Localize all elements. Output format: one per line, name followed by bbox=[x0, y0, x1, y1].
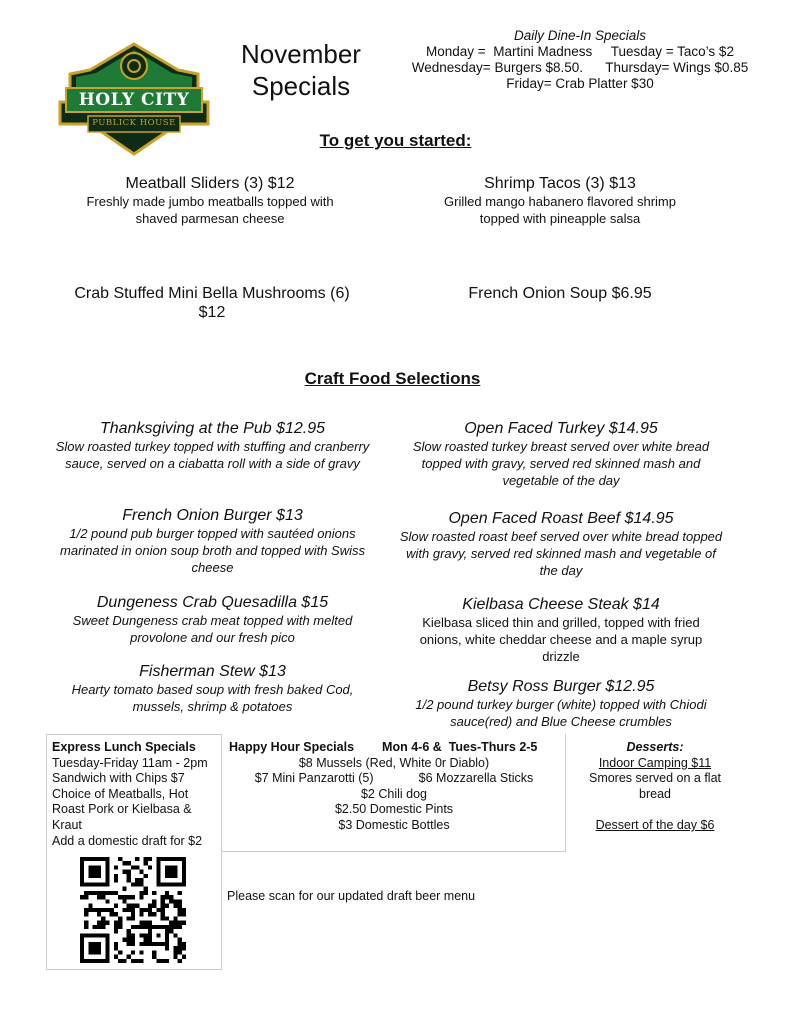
express-line: Roast Pork or Kielbasa & bbox=[52, 802, 192, 817]
dish-desc: 1/2 pound pub burger topped with sautéed onions marinated in onion soup broth and topped with Swiss cheese bbox=[60, 526, 365, 575]
starters-heading: To get you started: bbox=[319, 131, 472, 150]
craft-item bbox=[396, 419, 726, 489]
express-heading: Express Lunch Specials bbox=[52, 740, 196, 754]
craft-item bbox=[50, 506, 375, 576]
page-title: November Specials bbox=[241, 39, 361, 101]
table-border bbox=[46, 969, 221, 970]
dish-name: Open Faced Roast Beef $14.95 bbox=[448, 510, 674, 527]
dish-desc: Sweet Dungeness crab meat topped with melted provolone and our fresh pico bbox=[72, 613, 353, 645]
dish-name: Betsy Ross Burger $12.95 bbox=[467, 678, 655, 695]
daily-specials bbox=[378, 28, 782, 92]
happy-line: $3 Domestic Bottles bbox=[338, 817, 450, 832]
express-line: Tuesday-Friday 11am - 2pm bbox=[52, 755, 208, 770]
express-line: Kraut bbox=[52, 817, 82, 832]
table-border bbox=[221, 734, 222, 970]
logo-text-main: HOLY CITY bbox=[78, 90, 190, 110]
table-border bbox=[565, 734, 566, 852]
express-line: Choice of Meatballs, Hot bbox=[52, 786, 189, 801]
express-lunch bbox=[52, 740, 220, 849]
starter-item bbox=[410, 284, 710, 303]
dish-desc: Slow roasted roast beef served over white bread topped with gravy, served red skinned mash and vegetable of the day bbox=[399, 529, 723, 578]
desserts-heading: Desserts: bbox=[626, 740, 684, 754]
daily-line: Wednesday= Burgers $8.50. Thursday= Wings $0.85 bbox=[411, 60, 749, 75]
dish-name: Thanksgiving at the Pub $12.95 bbox=[99, 420, 326, 437]
starter-item bbox=[60, 174, 360, 227]
craft-item bbox=[50, 593, 375, 646]
express-line: Add a domestic draft for $2 bbox=[52, 833, 203, 848]
happy-hour bbox=[229, 740, 559, 834]
starter-item bbox=[62, 284, 362, 322]
dish-desc: Hearty tomato based soup with fresh baked Cod, mussels, shrimp & potatoes bbox=[71, 682, 354, 714]
dish-desc: 1/2 pound turkey burger (white) topped with Chiodi sauce(red) and Blue Cheese crumbles bbox=[415, 697, 707, 729]
dish-desc: Slow roasted turkey topped with stuffing and cranberry sauce, served on a ciabatta roll with a side of gravy bbox=[55, 439, 370, 471]
happy-heading: Happy Hour Specials bbox=[229, 740, 355, 754]
happy-line: $2 Chili dog bbox=[360, 786, 427, 801]
qr-note: Please scan for our updated draft beer menu bbox=[227, 889, 476, 903]
dish-desc: Freshly made jumbo meatballs topped with shaved parmesan cheese bbox=[86, 194, 334, 226]
happy-times: Mon 4-6 & Tues-Thurs 2-5 bbox=[382, 740, 538, 754]
craft-heading: Craft Food Selections bbox=[304, 369, 481, 388]
express-line: Sandwich with Chips $7 bbox=[52, 771, 185, 786]
happy-line: $8 Mussels (Red, White 0r Diablo) bbox=[298, 755, 490, 770]
craft-item bbox=[396, 509, 726, 579]
desserts bbox=[580, 740, 730, 834]
dish-name: Crab Stuffed Mini Bella Mushrooms (6) $12 bbox=[74, 285, 350, 321]
dish-name: Dungeness Crab Quesadilla $15 bbox=[96, 594, 329, 611]
craft-item bbox=[396, 595, 726, 665]
daily-line: Monday = Martini Madness Tuesday = Taco’s $2 bbox=[426, 44, 734, 59]
logo-text-sub: PUBLICK HOUSE bbox=[92, 118, 176, 128]
dish-desc: Grilled mango habanero flavored shrimp topped with pineapple salsa bbox=[444, 194, 676, 226]
dish-name: French Onion Soup $6.95 bbox=[468, 285, 652, 302]
craft-item bbox=[396, 677, 726, 730]
daily-line: Friday= Crab Platter $30 bbox=[506, 76, 654, 91]
dish-name: Fisherman Stew $13 bbox=[139, 663, 286, 680]
dessert-name: Dessert of the day $6 bbox=[595, 817, 715, 832]
dish-name: Shrimp Tacos (3) $13 bbox=[484, 175, 636, 192]
table-border bbox=[46, 734, 221, 735]
dish-desc: Slow roasted turkey breast served over white bread topped with gravy, served red skinned mash and vegetable of the day bbox=[412, 439, 710, 488]
happy-line: $2.50 Domestic Pints bbox=[334, 802, 454, 817]
craft-item bbox=[50, 419, 375, 472]
qr-code[interactable] bbox=[80, 857, 186, 963]
starter-item bbox=[410, 174, 710, 227]
craft-item bbox=[50, 662, 375, 715]
happy-line: $7 Mini Panzarotti (5) $6 Mozzarella Sticks bbox=[254, 771, 534, 786]
table-border bbox=[221, 851, 565, 852]
dessert-desc: Smores served on a flat bread bbox=[588, 771, 721, 801]
dish-name: Kielbasa Cheese Steak $14 bbox=[462, 596, 660, 613]
dish-name: Meatball Sliders (3) $12 bbox=[125, 175, 295, 192]
daily-specials-header: Daily Dine-In Specials bbox=[513, 28, 647, 43]
dish-name: French Onion Burger $13 bbox=[122, 507, 303, 524]
dish-desc: Kielbasa sliced thin and grilled, topped with fried onions, white cheddar cheese and a maple syrup drizzle bbox=[419, 615, 703, 664]
dessert-name: Indoor Camping $11 bbox=[598, 755, 712, 770]
dish-name: Open Faced Turkey $14.95 bbox=[464, 420, 658, 437]
table-border bbox=[46, 734, 47, 970]
